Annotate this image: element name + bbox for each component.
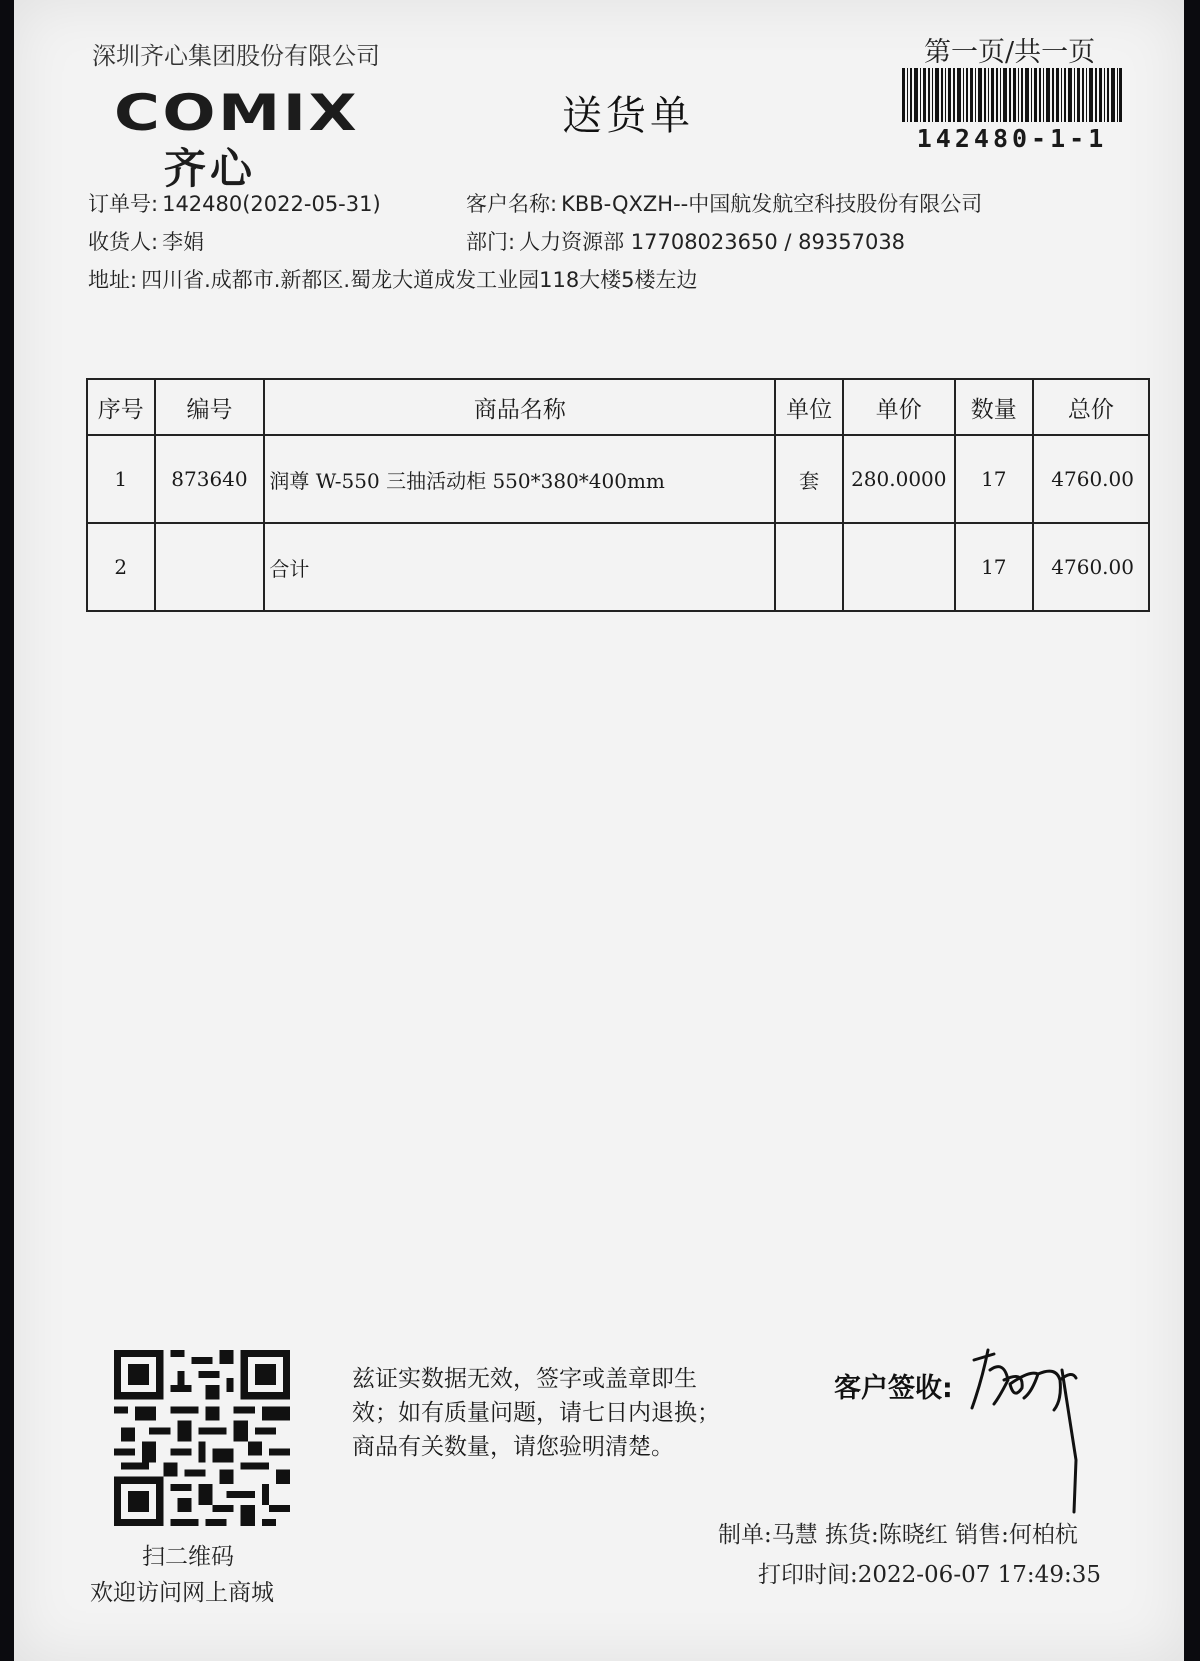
- cell-product-name: 润尊 W-550 三抽活动柜 550*380*400mm: [264, 435, 775, 523]
- cell-total: 4760.00: [1033, 435, 1149, 523]
- qr-caption-scan: 扫二维码: [142, 1544, 234, 1570]
- receiver: [88, 226, 204, 256]
- header-seq: 序号: [87, 379, 155, 435]
- page-info: 第一页/共一页: [924, 37, 1096, 68]
- dept-label: 部门:: [466, 230, 516, 254]
- customer-name: [466, 188, 982, 218]
- delivery-note-paper: [14, 0, 1184, 1661]
- comix-logo-chinese: 齐心: [164, 144, 257, 193]
- notice-text: 兹证实数据无效，签字或盖章即生效；如有质量问题，请七日内退换；商品有关数量，请您验明清楚。: [352, 1366, 720, 1460]
- department: [466, 226, 905, 256]
- barcode: [902, 68, 1122, 122]
- customer-label: 客户名称:: [466, 192, 558, 216]
- cell-unit: 套: [775, 435, 843, 523]
- header-quantity: 数量: [955, 379, 1033, 435]
- customer-sign-label: 客户签收:: [834, 1373, 953, 1404]
- dept-value: 人力资源部 17708023650 / 89357038: [519, 230, 906, 254]
- signature-mark: [964, 1340, 1114, 1520]
- customer-value: KBB-QXZH--中国航发航空科技股份有限公司: [561, 192, 983, 216]
- receiver-label: 收货人:: [88, 230, 159, 254]
- print-time: 打印时间:2022-06-07 17:49:35: [758, 1562, 1101, 1588]
- qr-caption-welcome: 欢迎访问网上商城: [90, 1580, 274, 1606]
- address: [88, 264, 698, 294]
- staff-line: 制单:马慧 拣货:陈晓红 销售:何柏杭: [718, 1522, 1078, 1548]
- header-code: 编号: [155, 379, 265, 435]
- table-header-row: [87, 379, 1149, 435]
- cell-seq: 1: [87, 435, 155, 523]
- table-row: [87, 523, 1149, 611]
- header-product-name: 商品名称: [264, 379, 775, 435]
- cell-quantity: 17: [955, 523, 1033, 611]
- qr-code: [114, 1350, 290, 1526]
- barcode-number: 142480-1-1: [916, 124, 1108, 153]
- address-label: 地址:: [88, 268, 138, 292]
- header-unit: 单位: [775, 379, 843, 435]
- cell-seq: 2: [87, 523, 155, 611]
- cell-unit: [775, 523, 843, 611]
- order-label: 订单号:: [88, 192, 159, 216]
- document-title: 送货单: [562, 93, 694, 139]
- order-value: 142480(2022-05-31): [162, 192, 381, 216]
- order-number: [88, 188, 381, 218]
- header-unit-price: 单价: [843, 379, 955, 435]
- items-table: [86, 378, 1150, 612]
- cell-unit-price: 280.0000: [843, 435, 955, 523]
- cell-unit-price: [843, 523, 955, 611]
- company-name: 深圳齐心集团股份有限公司: [92, 42, 380, 70]
- cell-total: 4760.00: [1033, 523, 1149, 611]
- address-value: 四川省.成都市.新都区.蜀龙大道成发工业园118大楼5楼左边: [141, 268, 698, 292]
- cell-code: 873640: [155, 435, 265, 523]
- receiver-value: 李娟: [162, 230, 205, 254]
- cell-product-name: 合计: [264, 523, 775, 611]
- header-total: 总价: [1033, 379, 1149, 435]
- cell-code: [155, 523, 265, 611]
- table-row: [87, 435, 1149, 523]
- comix-logo-text: COMIX: [114, 84, 360, 142]
- cell-quantity: 17: [955, 435, 1033, 523]
